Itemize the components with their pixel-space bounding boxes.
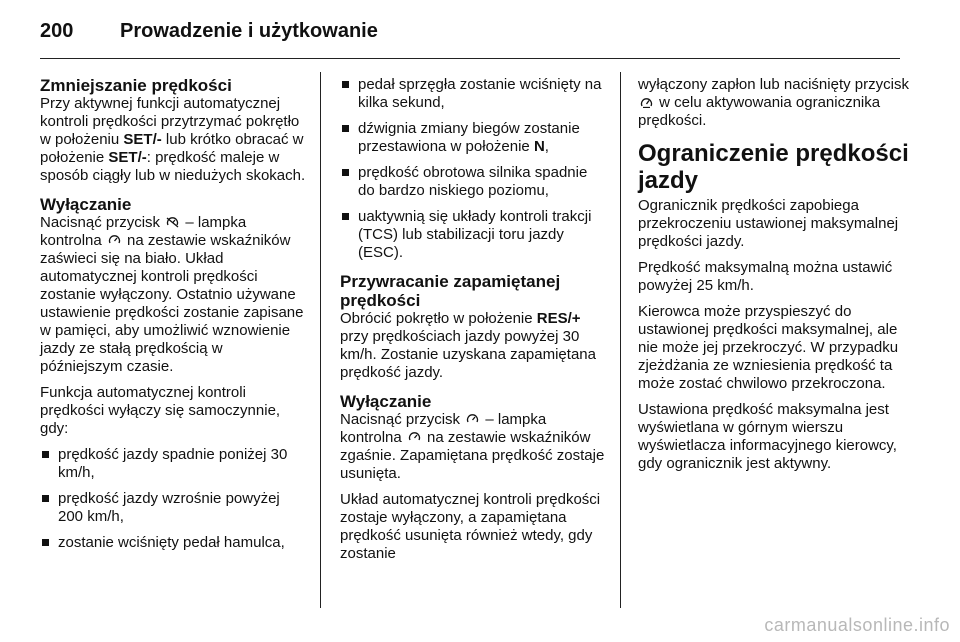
text: Przy aktywnej funkcji automatycznej kontroli prędkości przytrzymać pokrętło w położeniu — [40, 95, 300, 148]
control-label: RES/+ — [536, 310, 581, 327]
list-item — [40, 446, 308, 482]
cruise-control-indicator-icon — [108, 235, 121, 246]
paragraph-disable-2 — [340, 411, 606, 483]
text: : prędkość maleje w sposób ciągły lub w niedużych skokach. — [40, 149, 306, 184]
paragraph: Kierowca może przyspieszyć do ustawionej prędkości maksymalnej, ale nie może jej przekroczyć. W przypadku zjeżdżania ze wzniesienia prędkość ta może zostać chwilowo przekroczona. — [638, 303, 899, 392]
section-disable-2 — [340, 392, 606, 563]
text: – lampka kontrolna — [340, 411, 547, 446]
text: Obrócić pokrętło w położenie — [340, 310, 537, 327]
text: , — [544, 138, 549, 155]
text: lub krótko obracać w położenie — [40, 131, 304, 166]
column-divider-1 — [320, 72, 321, 608]
list-item — [340, 76, 606, 112]
bullet-square — [342, 125, 349, 132]
list-item — [340, 164, 606, 200]
list-item — [340, 208, 606, 262]
list-auto-disable-conditions — [40, 446, 308, 552]
paragraph: Ustawiona prędkość maksymalna jest wyświetlana w górnym wierszu wyświetlacza informacyjnego kierowcy, gdy ogranicznik jest aktywny. — [638, 401, 897, 472]
text: pedał sprzęgła zostanie wciśnięty na kilka sekund, — [358, 76, 602, 111]
list-item — [340, 120, 606, 156]
text: prędkość jazdy spadnie poniżej 30 km/h, — [58, 446, 288, 481]
list-auto-disable-conditions-cont — [340, 76, 606, 262]
page-number: 200 — [40, 20, 74, 42]
text: Nacisnąć przycisk — [40, 214, 165, 231]
paragraph-reduce-speed — [40, 95, 308, 185]
watermark: carmanualsonline.info — [764, 615, 950, 635]
running-title: Prowadzenie i użytkowanie — [120, 20, 378, 42]
heading-disable: Wyłączanie — [40, 195, 132, 214]
text: Nacisnąć przycisk — [340, 411, 465, 428]
cruise-control-cancel-icon — [166, 217, 179, 228]
header-rule — [40, 58, 900, 59]
text: w celu aktywowania ogranicznika prędkości. — [638, 94, 881, 129]
page-header — [40, 20, 900, 48]
section-disable — [40, 195, 308, 552]
list-item — [40, 490, 308, 526]
paragraph: Prędkość maksymalną można ustawić powyżej 25 km/h. — [638, 259, 893, 294]
bullet-square — [342, 169, 349, 176]
heading-resume: Przywracanie zapamiętanej prędkości — [340, 272, 561, 310]
heading-speed-limiter: Ograniczenie prędkości jazdy — [638, 140, 909, 194]
paragraph-resume — [340, 310, 606, 382]
text: wyłączony zapłon lub naciśnięty przycisk — [638, 76, 909, 93]
column-3 — [638, 76, 910, 481]
text: przy prędkościach jazdy powyżej 30 km/h. Zostanie uzyskana zapamiętana prędkość jazdy. — [340, 328, 596, 381]
bullet-square — [42, 451, 49, 458]
section-reduce-speed — [40, 76, 308, 185]
bullet-square — [42, 495, 49, 502]
text: dźwignia zmiany biegów zostanie przestawiona w położenie — [358, 120, 580, 155]
heading-reduce-speed: Zmniejszanie prędkości — [40, 76, 232, 95]
column-divider-2 — [620, 72, 621, 608]
control-label: SET/- — [108, 149, 147, 166]
cruise-control-indicator-icon — [408, 432, 421, 443]
text: prędkość jazdy wzrośnie powyżej 200 km/h, — [58, 490, 280, 525]
paragraph-disable — [40, 214, 308, 376]
paragraph-disable-3: Układ automatycznej kontroli prędkości zostaje wyłączony, a zapamiętana prędkość usunięta również wtedy, gdy zostanie — [340, 491, 601, 562]
text: uaktywnią się układy kontroli trakcji (TCS) lub stabilizacji toru jazdy (ESC). — [358, 208, 592, 261]
section-speed-limiter — [638, 140, 910, 473]
text: zostanie wciśnięty pedał hamulca, — [58, 534, 285, 551]
paragraph: Ogranicznik prędkości zapobiega przekroczeniu ustawionej maksymalnej prędkości jazdy. — [638, 197, 899, 250]
cruise-control-button-icon — [466, 414, 479, 425]
bullet-square — [342, 81, 349, 88]
heading-disable-2: Wyłączanie — [340, 392, 432, 411]
text: na zestawie wskaźników zaświeci się na biało. Układ automatycznej kontroli prędkości zostanie wyłączony. Ostatnio używane ustawienie prędkości zostanie zapisane w pamięci, aby umożliwić wznowienie jazdy ze stałą prędkością w późniejszym czasie. — [40, 232, 304, 375]
section-resume — [340, 272, 606, 382]
speed-limiter-icon — [640, 97, 653, 108]
paragraph-continued — [638, 76, 910, 130]
list-item — [40, 534, 308, 552]
column-1 — [40, 76, 308, 560]
gear-label: N — [533, 138, 545, 155]
text: prędkość obrotowa silnika spadnie do bardzo niskiego poziomu, — [358, 164, 588, 199]
bullet-square — [342, 213, 349, 220]
paragraph-auto-disable: Funkcja automatycznej kontroli prędkości wyłączy się samoczynnie, gdy: — [40, 384, 281, 437]
control-label: SET/- — [123, 131, 162, 148]
column-2 — [340, 76, 606, 571]
text: na zestawie wskaźników zgaśnie. Zapamiętana prędkość zostaje usunięta. — [340, 429, 605, 482]
bullet-square — [42, 539, 49, 546]
text: – lampka kontrolna — [40, 214, 247, 249]
